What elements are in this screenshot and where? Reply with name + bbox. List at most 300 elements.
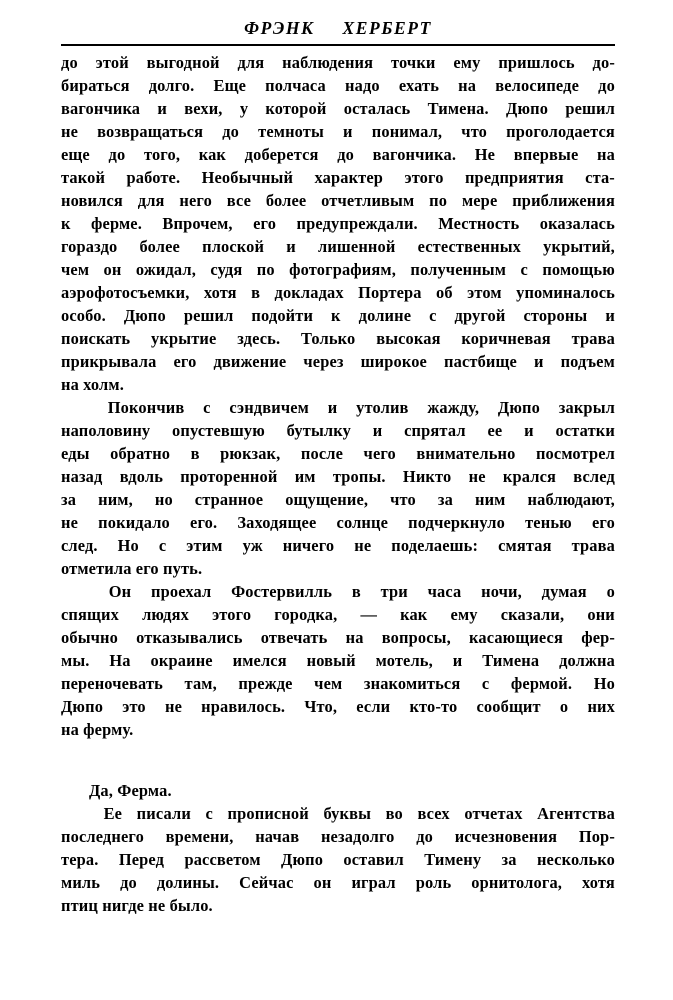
text-line (61, 825, 615, 848)
word: имелся (232, 651, 287, 670)
word: мере (461, 191, 498, 210)
word: здесь. (237, 329, 281, 348)
word: помощью (542, 260, 615, 279)
text-line (61, 848, 615, 871)
word: до (222, 122, 240, 141)
word: смятая (498, 536, 552, 555)
word: ничего (282, 536, 335, 555)
word: наблюдают, (527, 490, 615, 509)
word: все (226, 191, 252, 210)
word: решил (565, 99, 615, 118)
text-line (61, 695, 615, 718)
word: Местность (438, 214, 520, 233)
word: не (468, 467, 486, 486)
word: по (256, 260, 275, 279)
word: подъем (560, 352, 615, 371)
word: обычно (61, 628, 118, 647)
word: трава (571, 329, 615, 348)
word: его (173, 352, 197, 371)
text-line (61, 672, 615, 695)
word: людях (142, 605, 189, 624)
text-line: отметила его путь. (61, 559, 203, 578)
word: трава (571, 536, 615, 555)
word: начав (255, 827, 300, 846)
text-line (61, 212, 615, 235)
word: и (372, 421, 383, 440)
word: предприятия (464, 168, 564, 187)
word: ему (453, 53, 481, 72)
word: Сейчас (239, 873, 294, 892)
word: полчаса (265, 76, 326, 95)
word: Дюпо (123, 306, 166, 325)
word: окраине (150, 651, 213, 670)
word: новился (61, 191, 123, 210)
word: как (198, 145, 227, 164)
word: и (524, 421, 534, 440)
word: подойти (251, 306, 314, 325)
word: бираться (61, 76, 130, 95)
word: как (400, 605, 428, 624)
word: обратно (110, 444, 171, 463)
word: другой (454, 306, 506, 325)
word: Что, (304, 697, 338, 716)
word: вопросы, (381, 628, 451, 647)
word: миль (61, 873, 101, 892)
word: вагончика (61, 99, 141, 118)
word: для (237, 53, 265, 72)
running-header-title: ФРЭНК ХЕРБЕРТ (244, 18, 432, 38)
word: ощущение, (285, 490, 369, 509)
word: в (251, 283, 261, 302)
text-line: на ферму. (61, 720, 134, 739)
word: отчетах (464, 804, 523, 823)
word: лишенной (317, 237, 396, 256)
word: того, (143, 145, 181, 164)
word: с (429, 306, 437, 325)
word: по (429, 191, 448, 210)
word: крался (502, 467, 557, 486)
text-line (61, 465, 615, 488)
text-line (61, 419, 615, 442)
word: кто-то (409, 697, 458, 716)
word: оставил (343, 850, 404, 869)
word: высокая (376, 329, 441, 348)
word: укрытий, (543, 237, 615, 256)
word: ночи, (481, 582, 522, 601)
word: тропы. (332, 467, 386, 486)
text-line: на холм. (61, 375, 124, 394)
word: него (179, 191, 212, 210)
word: странное (194, 490, 264, 509)
text-line (61, 580, 615, 603)
word: мы. (61, 651, 90, 670)
word: через (303, 352, 344, 371)
word: Тимена. (427, 99, 489, 118)
word: Покончив (107, 398, 185, 417)
word: ним, (98, 490, 133, 509)
running-header (61, 15, 615, 41)
word: Фостервилль (231, 582, 333, 601)
word: времени, (165, 827, 234, 846)
word: след. (61, 536, 98, 555)
word: его. (190, 513, 218, 532)
word: они (587, 605, 615, 624)
text-line (61, 534, 615, 557)
word: ферме. (91, 214, 142, 233)
word: Пор- (578, 827, 615, 846)
word: до (598, 76, 615, 95)
word: которой (265, 99, 327, 118)
word: несколько (536, 850, 615, 869)
word: играл (351, 873, 396, 892)
paragraph (61, 802, 615, 917)
text-line (61, 143, 615, 166)
text-line (61, 304, 615, 327)
word: ним (474, 490, 506, 509)
text-line (61, 603, 615, 626)
text-line (61, 396, 615, 419)
text-line (61, 120, 615, 143)
word: долины. (156, 873, 220, 892)
word: Дюпо (506, 99, 549, 118)
word: поделаешь: (391, 536, 479, 555)
text-line (61, 189, 615, 212)
word: велосипеде (495, 76, 580, 95)
text-line (61, 871, 615, 894)
word: характер (314, 168, 384, 187)
word: Никто (402, 467, 452, 486)
word: что (390, 490, 416, 509)
word: ехать (398, 76, 440, 95)
word: решил (183, 306, 234, 325)
word: буквы (323, 804, 372, 823)
word: фер- (581, 628, 615, 647)
word: и (327, 398, 338, 417)
word: сказали, (500, 605, 565, 624)
word: если (356, 697, 391, 716)
word: покидало (98, 513, 170, 532)
word: сообщит (476, 697, 541, 716)
word: на (597, 145, 615, 164)
word: естественных (417, 237, 522, 256)
paragraph (61, 580, 615, 741)
word: стороны (523, 306, 588, 325)
word: На (109, 651, 131, 670)
word: хотя (582, 873, 615, 892)
word: Дюпо (281, 850, 324, 869)
word: это (122, 697, 146, 716)
word: до (61, 53, 78, 72)
text-line (61, 166, 615, 189)
word: возвращаться (97, 122, 204, 141)
word: об (436, 283, 453, 302)
word: опустевшую (172, 421, 265, 440)
text-line (61, 626, 615, 649)
word: плоской (202, 237, 265, 256)
word: гораздо (61, 237, 118, 256)
text-line (61, 350, 615, 373)
word: докладах (274, 283, 344, 302)
word: до (108, 145, 126, 164)
word: коричневая (461, 329, 551, 348)
word: прежде (238, 674, 293, 693)
word: до- (592, 53, 615, 72)
word: хотя (203, 283, 237, 302)
text-line (61, 97, 615, 120)
word: но (154, 490, 173, 509)
word: в (190, 444, 200, 463)
body-text-column (61, 51, 615, 917)
word: приближения (512, 191, 615, 210)
paragraph (61, 779, 615, 802)
word: к (331, 306, 341, 325)
word: в (351, 582, 361, 601)
word: движение (213, 352, 287, 371)
word: знакомиться (363, 674, 461, 693)
word: фотографиям, (289, 260, 396, 279)
word: исчезновения (454, 827, 558, 846)
word: не (61, 513, 79, 532)
word: думая (541, 582, 587, 601)
word: им (294, 467, 316, 486)
word: до (120, 873, 137, 892)
word: тера. (61, 850, 99, 869)
paragraph (61, 51, 615, 396)
word: вехи, (184, 99, 223, 118)
word: часа (427, 582, 462, 601)
word: утолив (356, 398, 409, 417)
word: незадолго (320, 827, 395, 846)
word: долго. (148, 76, 195, 95)
word: должна (559, 651, 615, 670)
word: более (139, 237, 180, 256)
word: Еще (213, 76, 247, 95)
word: них (587, 697, 615, 716)
word: прикрывала (61, 352, 157, 371)
word: и (286, 237, 296, 256)
word: осталась (343, 99, 411, 118)
word: не (354, 536, 372, 555)
word: фермой. (510, 674, 573, 693)
word: широкое (360, 352, 427, 371)
word: что (461, 122, 488, 141)
word: этого (212, 605, 252, 624)
word: внимательно (416, 444, 516, 463)
word: его (253, 214, 277, 233)
word: и (533, 352, 544, 371)
word: орнитолога, (471, 873, 563, 892)
word: отказывались (136, 628, 243, 647)
word: вагончика. (372, 145, 457, 164)
paragraph-gap (61, 741, 615, 779)
word: точки (391, 53, 436, 72)
word: более (265, 191, 307, 210)
word: за (61, 490, 77, 509)
word: наблюдения (282, 53, 374, 72)
word: ста- (585, 168, 615, 187)
word: не (61, 122, 79, 141)
word: — (360, 605, 377, 624)
word: наполовину (61, 421, 151, 440)
word: укрытие (151, 329, 217, 348)
word: надо (345, 76, 380, 95)
word: этой (95, 53, 129, 72)
word: Дюпо (61, 697, 104, 716)
word: отчетливым (321, 191, 415, 210)
word: Не (474, 145, 496, 164)
word: пастбище (444, 352, 517, 371)
word: этом (467, 283, 502, 302)
word: Впрочем, (162, 214, 233, 233)
word: Перед (118, 850, 165, 869)
word: полученным (410, 260, 507, 279)
word: для (137, 191, 165, 210)
word: сэндвичем (229, 398, 309, 417)
text-line (61, 235, 615, 258)
word: три (380, 582, 408, 601)
word: он (103, 260, 122, 279)
word: с (520, 260, 528, 279)
word: пришлось (498, 53, 575, 72)
word: за (437, 490, 453, 509)
word: проголодается (506, 122, 615, 141)
word: Тимена (482, 651, 540, 670)
word: у (239, 99, 249, 118)
word: жажду, (427, 398, 480, 417)
word: доберется (244, 145, 319, 164)
word: судя (210, 260, 243, 279)
text-line (61, 442, 615, 465)
word: чем (314, 674, 343, 693)
word: тенью (525, 513, 572, 532)
word: с (481, 674, 490, 693)
text-line (61, 51, 615, 74)
word: выгодной (146, 53, 220, 72)
word: назад (61, 467, 103, 486)
word: за (501, 850, 517, 869)
word: уж (242, 536, 263, 555)
word: такой (61, 168, 106, 187)
word: особо. (61, 306, 106, 325)
text-line (61, 258, 615, 281)
word: впервые (513, 145, 579, 164)
word: он (313, 873, 332, 892)
word: Только (301, 329, 356, 348)
word: предупреждали. (296, 214, 418, 233)
word: ему (450, 605, 478, 624)
word: последнего (61, 827, 144, 846)
word: Заходящее (237, 513, 317, 532)
text-line (61, 511, 615, 534)
word: о (606, 582, 615, 601)
word: солнце (336, 513, 389, 532)
text-line (61, 327, 615, 350)
word: там, (184, 674, 217, 693)
word: упоминалось (516, 283, 615, 302)
word: чего (363, 444, 396, 463)
header-divider-rule (61, 44, 615, 46)
word: о (559, 697, 569, 716)
word: спящих (61, 605, 119, 624)
word: Но (117, 536, 139, 555)
word: Портера (358, 283, 422, 302)
word: отвечать (260, 628, 328, 647)
word: Необычный (201, 168, 294, 187)
word: закрыл (558, 398, 615, 417)
word: с (158, 536, 167, 555)
word: переночевать (61, 674, 163, 693)
word: долине (358, 306, 412, 325)
text-line: Да, Ферма. (89, 781, 172, 800)
word: спрятал (404, 421, 466, 440)
word: новый (306, 651, 356, 670)
word: бутылку (286, 421, 351, 440)
word: роль (415, 873, 452, 892)
word: его (591, 513, 615, 532)
word: и (157, 99, 168, 118)
word: с (203, 398, 211, 417)
word: поискать (61, 329, 131, 348)
word: вслед (573, 467, 615, 486)
word: Ее (103, 804, 123, 823)
word: всех (417, 804, 450, 823)
word: к (61, 214, 71, 233)
word: с (205, 804, 213, 823)
word: ее (487, 421, 503, 440)
word: проехал (151, 582, 212, 601)
word: рюкзак, (220, 444, 281, 463)
word: понимал, (371, 122, 443, 141)
word: до (416, 827, 433, 846)
word: темноты (258, 122, 324, 141)
text-line (61, 649, 615, 672)
word: Он (108, 582, 132, 601)
word: оказалась (539, 214, 615, 233)
word: и (605, 306, 615, 325)
word: после (300, 444, 344, 463)
word: чем (61, 260, 90, 279)
paragraph (61, 396, 615, 580)
word: писали (136, 804, 191, 823)
word: еще (61, 145, 90, 164)
word: до (337, 145, 355, 164)
word: этого (404, 168, 444, 187)
text-line: птиц нигде не было. (61, 896, 213, 915)
word: проторенной (180, 467, 278, 486)
word: и (343, 122, 353, 141)
word: городка, (274, 605, 338, 624)
word: касающиеся (469, 628, 564, 647)
text-line (61, 488, 615, 511)
word: не (164, 697, 182, 716)
word: на (345, 628, 364, 647)
word: нравилось. (201, 697, 286, 716)
word: на (458, 76, 477, 95)
word: Но (593, 674, 615, 693)
word: этим (186, 536, 223, 555)
word: посмотрел (535, 444, 615, 463)
word: прописной (227, 804, 309, 823)
word: Дюпо (497, 398, 540, 417)
text-line (61, 74, 615, 97)
word: мотель, (375, 651, 433, 670)
word: подчеркнуло (408, 513, 505, 532)
word: ожидал, (135, 260, 196, 279)
word: работе. (126, 168, 181, 187)
word: Агентства (537, 804, 615, 823)
word: и (452, 651, 463, 670)
word: остатки (555, 421, 615, 440)
